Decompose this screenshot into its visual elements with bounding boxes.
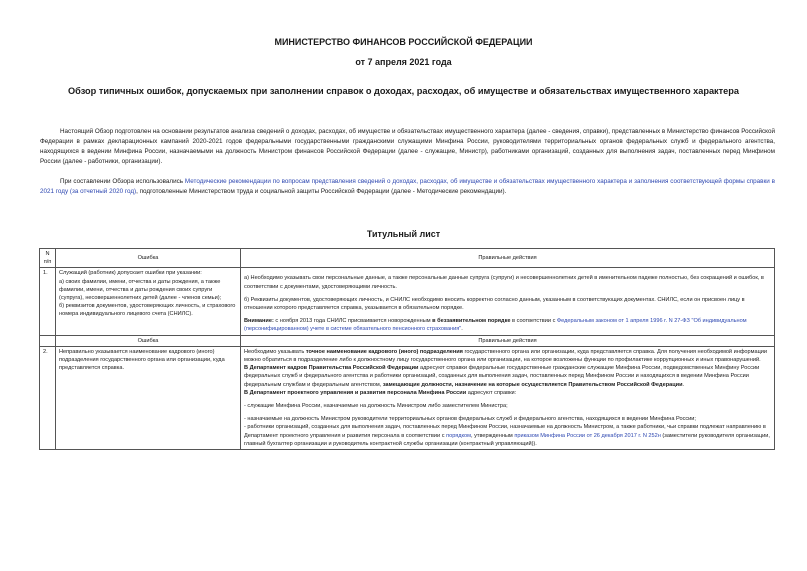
row2-a2-bold2: замещающие должности, назначение на которые осуществляется Правительством Российской Федерации [382,381,683,388]
row2-a3-bold: В Департамент проектного управления и развития персонала Минфина России [244,389,467,396]
methodical-recommendations-link[interactable]: Методические рекомендации по вопросам представления сведений о доходах, расходах, об имуществе и обязательствах имущественного характера и заполнения соответствующей формы справки в 2021 году (за отчетный 2020 год) [40,178,775,195]
intro-p2-start: При составлении Обзора использовались [60,178,185,185]
row2-act-3 [244,389,771,397]
attention-text-2: в соответствии с [510,318,557,325]
document-date: от 7 апреля 2021 года [355,57,452,67]
intro-paragraph-1: Настоящий Обзор подготовлен на основании результатов анализа сведений о доходах, расходах, об имуществе и обязательствах имущественного характера (далее - сведения, справки), представленных в Министерство финансов Российской Федерации в рамках декларационных кампаний 2020-2021 годов федеральными государственными гражданскими служащими Минфина России, руководителями территориальных органов федеральных служб и федерального агентства, находящихся в ведении Минфина России, назначаемыми на должность Министром финансов Российской Федерации (далее - служащие, Министр), работниками организаций, созданных для выполнения задач, поставленных перед Минфином России (далее - работники, организации). [40,128,775,165]
header-actions: Правильные действия [241,249,775,268]
table-subheader-row [40,335,775,346]
row2-a6-pre: - работники организаций, созданных для выполнения задач, поставленных перед Минфином России, назначаемые на должность Министром, а также работники, чьи справки подлежат направлению в Департамент проектного управления и развития персонала в соответствии с [244,424,766,439]
row2-act-6 [244,423,771,448]
row2-a1-bold: точное наименование кадрового (иного) подразделения [305,348,463,355]
attention-label: Внимание: [244,318,276,325]
ministry-heading: МИНИСТЕРСТВО ФИНАНСОВ РОССИЙСКОЙ ФЕДЕРАЦИИ [274,37,533,47]
row2-a2-text: адресуют справки федеральные государственные гражданские служащие Минфина России, подведомственных Минфину России федеральных служб и федерального агентства и работники организаций, созданных для выполнения задач, поставленных перед Минфином России и находящихся в ведении Минфина России федеральным службам и федеральным агентством, [244,365,760,388]
row2-actions [241,346,775,449]
row2-a1-pre: Необходимо указывать [244,348,306,355]
row2-error: Неправильно указывается наименование кадрового (иного) подразделения государственного органа или организации, куда представляется справка. [56,346,241,449]
attention-text: с ноября 2013 года СНИЛС присваивается новорожденным [275,318,433,325]
errors-table [39,248,775,450]
header-error: Ошибка [56,249,241,268]
table-row [40,346,775,449]
row1-act-b: б) Реквизиты документов, удостоверяющих личность, и СНИЛС необходимо вносить корректно согласно данным, указанным в соответствующих документах. СНИЛС, если он присвоен лицу в отношении которого представляется справка, указывается в обязательном порядке. [244,296,745,312]
header-num: N п/п [40,249,56,268]
table-row [40,268,775,335]
row2-act-5: - назначаемые на должность Министром руководители территориальных органов федеральных служб и федерального агентства, находящихся в ведении Минфина России; [244,416,696,423]
row2-a3-text: адресуют справки: [466,389,517,396]
intro-paragraph-2 [40,177,775,197]
order-link[interactable]: порядком [446,432,472,439]
intro-p2-end: , подготовленные Министерством труда и социальной защиты Российской Федерации (далее - Методические рекомендации). [136,188,507,195]
row2-a2-bold: В Департамент кадров Правительства Российской Федерации [244,365,419,372]
row1-error [56,268,241,335]
row2-a1-post: государственного органа или организации, куда представляется справка. Для получения необходимой информации можно обратиться в подразделение либо к должностному лицу государственного органа или организации, на которое возложены функции по профилактике коррупционных и иных правонарушений. [244,348,768,364]
row1-num: 1. [40,268,56,335]
row1-err-a: а) своих фамилии, имени, отчества и даты рождения, а также фамилии, имени, отчества и даты рождения своих супруги (супруга), несовершеннолетних детей (далее - членов семьи); [59,278,222,302]
attention-bold: в беззаявительном порядке [432,318,511,325]
minfin-order-link[interactable]: приказом Минфина России от 26 декабря 2017 г. N 252н [514,432,661,439]
table-header-row [40,249,775,268]
row2-num: 2. [40,346,56,449]
row1-attention [244,317,771,333]
row1-err-b: б) реквизитов документов, удостоверяющих личность, и страхового номера индивидуального лицевого счета (СНИЛС). [59,303,236,318]
subheader-actions: Правильные действия [241,335,775,346]
row2-act-2 [244,364,771,389]
row1-err-intro: Служащий (работник) допускает ошибки при указании: [59,270,202,277]
row2-a6-end: (заместители руководителя организации, главный бухгалтер организации и руководитель контрактной службы организации (контрактный управляющий)). [244,432,770,447]
row2-act-4: - служащие Минфина России, назначаемые на должность Министром либо заместителем Министра; [244,403,508,410]
subheader-error: Ошибка [56,335,241,346]
document-title: Обзор типичных ошибок, допускаемых при заполнении справок о доходах, расходах, об имуществе и обязательствах имущественного характера [68,86,739,96]
row2-a6-mid: , утвержденным [471,432,515,439]
row1-act-a: а) Необходимо указывать свои персональные данные, а также персональные данные супруга (супруги) и несовершеннолетних детей в именительном падеже полностью, без сокращений и ошибок, в соответствии с документами, удостоверяющими личность. [244,275,764,290]
attention-end: . [461,326,463,333]
row2-act-1 [244,348,771,364]
row1-actions [241,268,775,335]
row2-a2-end: . [682,381,685,388]
section-title: Титульный лист [366,229,441,239]
federal-law-link[interactable]: Федеральным законом от 1 апреля 1996 г. N 27-ФЗ "Об индивидуальном (персонифицированном) учете в системе обязательного пенсионного страхования" [244,318,747,333]
